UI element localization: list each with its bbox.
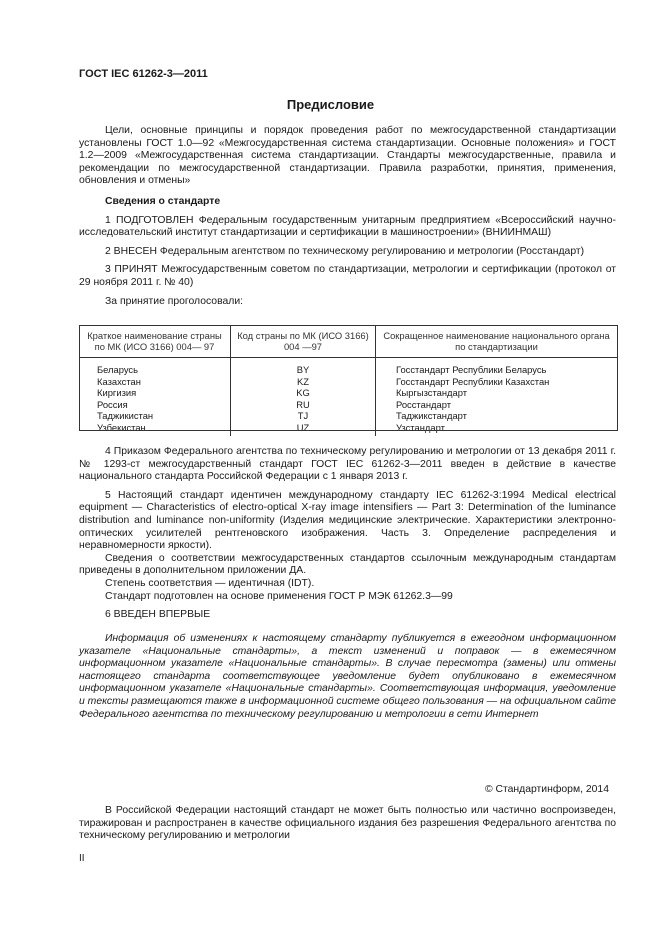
rights-paragraph: В Российской Федерации настоящий стандарт не может быть полностью или частично воспроизведен, тиражирован и распространен в качестве официального издания без разрешения Федерального агентства по техническому регулированию и метрологии — [79, 805, 616, 842]
table-cell-body: Росстандарт — [376, 399, 618, 411]
paragraph-5-degree: Степень соответствия — идентичная (IDT). — [105, 577, 315, 589]
table-cell-body: Госстандарт Республики Казахстан — [376, 376, 618, 388]
table-cell-code: KZ — [231, 376, 376, 388]
table-row — [79, 376, 617, 388]
paragraph-1: 1 ПОДГОТОВЛЕН Федеральным государственным унитарным предприятием «Всероссийский научно-исследовательский институт стандартизации и сертификации в машиностроении» (ВНИИНМАШ) — [79, 214, 616, 239]
paragraph-4: 4 Приказом Федерального агентства по техническому регулированию и метрологии от 13 декабря 2011 г. № 1293-ст межгосударственный стандарт ГОСТ IEC 61262-3—2011 введен в действие в качестве национального стандарта Российской Федерации с 1 января 2013 г. — [79, 446, 616, 483]
table-cell-body: Таджикстандарт — [376, 410, 618, 422]
details-section — [79, 446, 616, 622]
table-cell-body: Узстандарт — [376, 422, 618, 437]
copyright-line: © Стандартинформ, 2014 — [484, 784, 609, 795]
table-row — [79, 358, 617, 376]
table-cell-country: Россия — [97, 398, 128, 410]
table-cell-code: UZ — [231, 422, 376, 437]
table-header-body: Сокращенное наименование национального органа по стандартизации — [376, 325, 618, 358]
table-header-code: Код страны по МК (ИСО 3166) 004 —97 — [231, 325, 376, 358]
table-cell-country: Узбекистан — [97, 421, 146, 433]
table-header-row — [79, 325, 617, 358]
countries-table — [79, 325, 617, 436]
table-cell-code: RU — [231, 399, 376, 411]
table-cell-country: Таджикистан — [97, 410, 154, 421]
standard-code-header: ГОСТ IEC 61262-3—2011 — [79, 68, 208, 80]
paragraph-5-references: Сведения о соответствии межгосударственных стандартов ссылочным международным стандартам приведены в дополнительном приложении ДА. — [79, 552, 616, 577]
vote-label: За принятие проголосовали: — [105, 295, 244, 307]
page-number: II — [79, 853, 85, 864]
table-cell-code: BY — [231, 358, 376, 376]
table-cell-body: Кыргызстандарт — [376, 387, 618, 399]
table-header-country: Краткое наименование страны по МК (ИСО 3166) 004— 97 — [79, 325, 231, 358]
table-cell-country: Беларусь — [97, 364, 139, 375]
table-cell-code: TJ — [231, 410, 376, 422]
table-row — [79, 387, 617, 399]
about-heading: Сведения о стандарте — [105, 195, 221, 207]
notice-section — [79, 633, 616, 721]
paragraph-3: 3 ПРИНЯТ Межгосударственным советом по стандартизации, метрологии и сертификации (протокол от 29 ноября 2011 г. № 40) — [79, 264, 616, 288]
paragraph-5-basis: Стандарт подготовлен на основе применения ГОСТ Р МЭК 61262.3—99 — [105, 590, 453, 602]
page-title: Предисловие — [286, 97, 375, 112]
table-row — [79, 422, 617, 437]
notice-paragraph: Информация об изменениях к настоящему стандарту публикуется в ежегодном информационном указателе «Национальные стандарты», а текст изменений и поправок — в ежемесячном информационном указателе «Национальные стандарты». В случае пересмотра (замены) или отмены настоящего стандарта соответствующее уведомление будет опубликовано в ежемесячном информационном указателе «Национальные стандарты». Соответствующая информация, уведомление и тексты размещаются также в информационной системе общего пользования — на официальном сайте Федерального агентства по техническому регулированию и метрологии в сети Интернет — [79, 633, 616, 720]
table-row — [79, 410, 617, 422]
paragraph-6: 6 ВВЕДЕН ВПЕРВЫЕ — [105, 609, 211, 621]
paragraph-2: 2 ВНЕСЕН Федеральным агентством по техническому регулированию и метрологии (Росстандарт) — [105, 245, 585, 257]
table-cell-country: Казахстан — [97, 375, 141, 387]
intro-paragraph: Цели, основные принципы и порядок проведения работ по межгосударственной стандартизации установлены ГОСТ 1.0—92 «Межгосударственная система стандартизации. Основные положения» и ГОСТ 1.2—2009 «Межгосударственная система стандартизации. Стандарты межгосударственные, правила и рекомендации по межгосударственной стандартизации. Правила разработки, принятия, применения, обновления и отмены» — [79, 125, 616, 187]
intro-section — [79, 125, 616, 308]
rights-section — [79, 805, 616, 843]
table-row — [79, 399, 617, 411]
table-cell-country: Киргизия — [97, 387, 137, 398]
table-cell-body: Госстандарт Республики Беларусь — [376, 358, 618, 376]
paragraph-5: 5 Настоящий стандарт идентичен международному стандарту IEC 61262-3:1994 Medical electrical equipment — Characteristics of electro-optical X-ray image intensifiers — Part 3: Determination of the luminance distribution and luminance non-uniformity (Изделия медицинские электрические. Характеристики электронно-оптических усилителей рентгеновского изображения. Часть 3. Определение распределения и неравномерности яркости). — [79, 489, 616, 552]
table-cell-code: KG — [231, 387, 376, 399]
